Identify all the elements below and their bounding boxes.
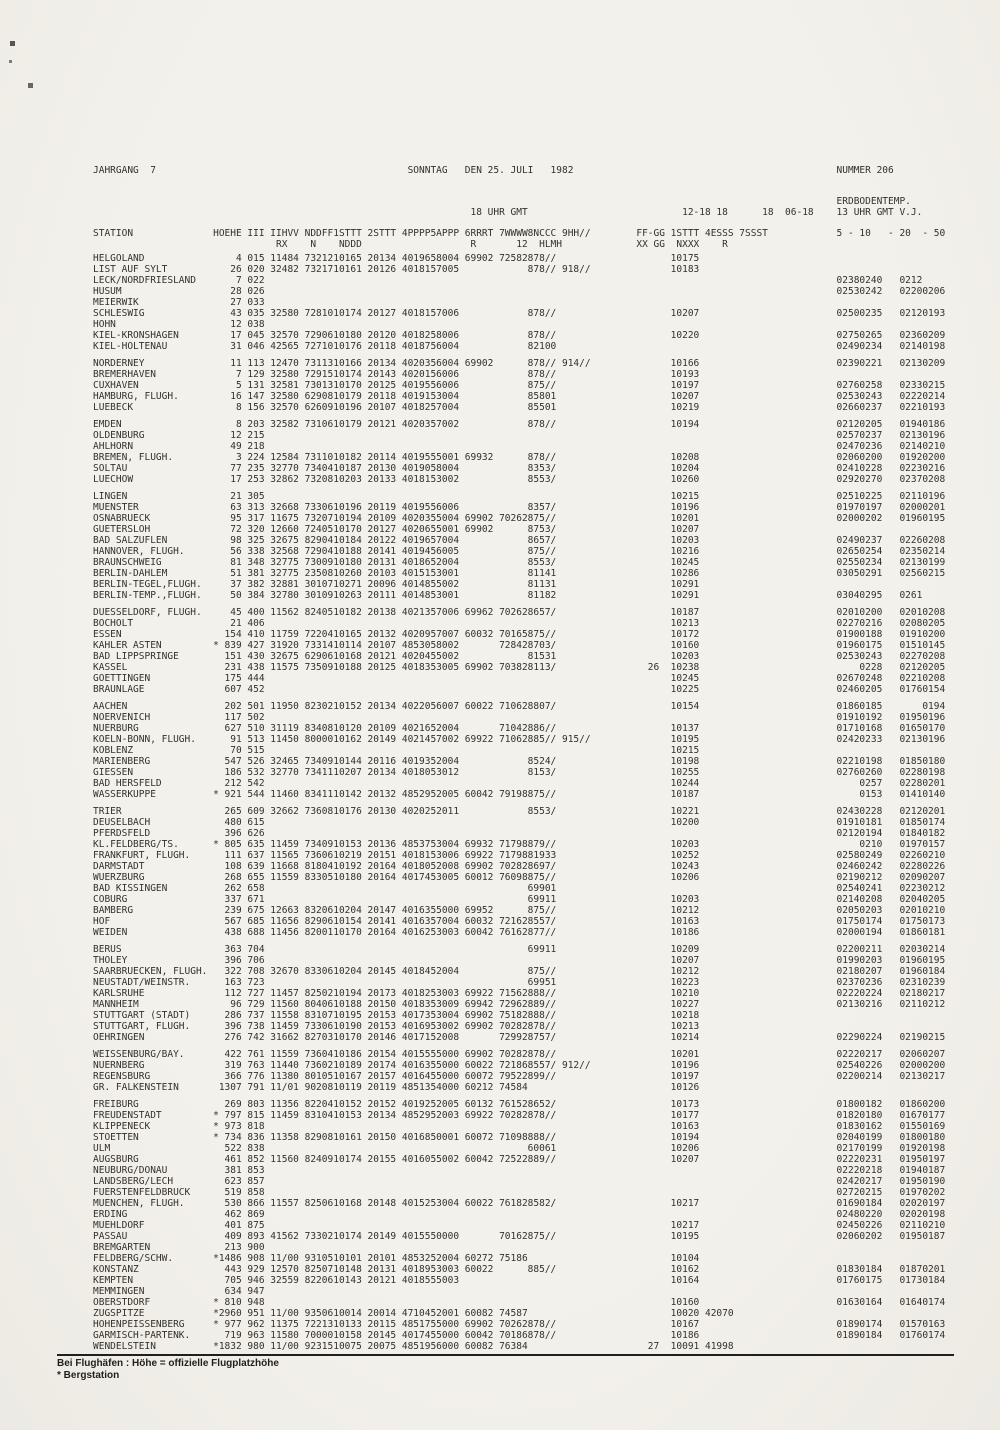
station-row: SOLTAU 77 235 32770 7340410187 20130 4019058004 8353/ 10204 02410228 02230216 (93, 463, 963, 474)
station-row: NUERBURG 627 510 31119 8340810120 20109 4021652004 71042886// 10137 01710168 01650170 (93, 723, 963, 734)
station-table (93, 253, 962, 1352)
station-row: HUSUM 28 026 02530242 02200206 (93, 286, 963, 297)
station-row: LECK/NORDFRIESLAND 7 022 02380240 0212 (93, 275, 963, 286)
station-group (93, 491, 962, 601)
time-heading: 18 UHR GMT 12-18 18 18 06-18 13 UHR GMT V.J. (93, 207, 963, 218)
station-row: FREUDENSTADT * 797 815 11459 8310410153 20134 4852952003 69922 70282878// 10177 01820180 01670177 (93, 1110, 963, 1121)
station-row: HANNOVER, FLUGH. 56 338 32568 7290410188 20141 4019456005 875// 10216 02650254 02350214 (93, 546, 963, 557)
station-row: HOF 567 685 11656 8290610154 20141 4016357004 60032 721628557/ 10163 01750174 01750173 (93, 916, 963, 927)
station-row: REGENSBURG 366 776 11380 8010510167 20157 4016455000 60072 79522899// 10197 02200214 02130217 (93, 1071, 963, 1082)
station-row: THOLEY 396 706 10207 01990203 01960195 (93, 955, 963, 966)
footer-note-airports: Bei Flughäfen : Höhe = offizielle Flugplatzhöhe (57, 1358, 279, 1369)
station-row: HOHN 12 038 (93, 319, 963, 330)
station-row: OSNABRUECK 95 317 11675 7320710194 20109 4020355004 69902 70262875// 10201 02000202 01960195 (93, 513, 963, 524)
station-row: COBURG 337 671 69911 10203 02140208 02040205 (93, 894, 963, 905)
station-row: KIEL-HOLTENAU 31 046 42565 7271010176 20118 4018756004 82100 02490234 02140198 (93, 341, 963, 352)
station-row: WEISSENBURG/BAY. 422 761 11559 7360410186 20154 4015555000 69902 70282878// 10201 02220217 02060207 (93, 1049, 963, 1060)
masthead (93, 165, 962, 250)
station-row: GR. FALKENSTEIN 1307 791 11/01 9020810119 20119 4851354000 60212 74584 10126 (93, 1082, 963, 1093)
station-row: NEUBURG/DONAU 381 853 02220218 01940187 (93, 1165, 963, 1176)
station-row: HOHENPEISSENBERG * 977 962 11375 7221310133 20115 4851755000 69902 70262878// 10167 01890174 01570163 (93, 1319, 963, 1330)
station-row: KOBLENZ 70 515 10215 (93, 745, 963, 756)
station-row: KIEL-KRONSHAGEN 17 045 32570 7290610180 20120 4018258006 878// 10220 02750265 02360209 (93, 330, 963, 341)
station-row: BRAUNLAGE 607 452 10225 02460205 01760154 (93, 684, 963, 695)
station-row: BAD LIPPSPRINGE 151 430 32675 6290610168 20121 4020455002 81531 10203 02530243 02270208 (93, 651, 963, 662)
station-row: AUGSBURG 461 852 11560 8240910174 20155 4016055002 60042 72522889// 10207 02220231 01950197 (93, 1154, 963, 1165)
station-row: KLIPPENECK * 973 818 10163 01830162 01550169 (93, 1121, 963, 1132)
station-row: KONSTANZ 443 929 12570 8250710148 20131 4018953003 60022 885// 10162 01830184 01870201 (93, 1264, 963, 1275)
footer-note-bergstation: * Bergstation (57, 1370, 120, 1381)
station-row: NORDERNEY 11 113 12470 7311310166 20134 4020356004 69902 878// 914// 10166 02390221 02130209 (93, 358, 963, 369)
station-row: OEHRINGEN 276 742 31662 8270310170 20146 4017152008 729928757/ 10214 02290224 02190215 (93, 1032, 963, 1043)
station-row: OBERSTDORF * 810 948 10160 01630164 01640174 (93, 1297, 963, 1308)
station-row: BREMGARTEN 213 900 (93, 1242, 963, 1253)
station-row: KEMPTEN 705 946 32559 8220610143 20121 4018555003 10164 01760175 01730184 (93, 1275, 963, 1286)
station-row: BAD HERSFELD 212 542 10244 0257 02280201 (93, 778, 963, 789)
report-body (93, 165, 962, 1358)
station-row: WENDELSTEIN *1832 980 11/00 9231510075 20075 4851956000 60082 76384 27 10091 41998 (93, 1341, 963, 1352)
station-row: BAD SALZUFLEN 98 325 32675 8290410184 20122 4019657004 8657/ 10203 02490237 02260208 (93, 535, 963, 546)
column-header-line-1: STATION HOEHE III IIHVV NDDFF1STTT 2STTT 4PPPP5APPP 6RRRT 7WWWW8NCCC 9HH// FF-GG 1STTT 4ESSS 7SSST 5 - 10 - 20 - 50 (93, 228, 963, 239)
station-group (93, 944, 962, 1043)
station-row: LUEBECK 8 156 32570 6260910196 20107 4018257004 85501 10219 02660237 02210193 (93, 402, 963, 413)
station-row: ULM 522 838 60061 10206 02170199 01920198 (93, 1143, 963, 1154)
station-row: WASSERKUPPE * 921 544 11460 8341110142 20132 4852952005 60042 79198875// 10187 0153 01410140 (93, 789, 963, 800)
station-row: HAMBURG, FLUGH. 16 147 32580 6290810179 20118 4019153004 85801 10207 02530243 02220214 (93, 391, 963, 402)
station-group (93, 419, 962, 485)
station-row: OLDENBURG 12 215 02570237 02130196 (93, 430, 963, 441)
station-row: DUESSELDORF, FLUGH. 45 400 11562 8240510182 20138 4021357006 69962 702628657/ 10187 02010200 02010208 (93, 607, 963, 618)
station-row: WEIDEN 438 688 11456 8200110170 20164 4016253003 60042 76162877// 10186 02000194 01860181 (93, 927, 963, 938)
station-row: DEUSELBACH 480 615 10200 01910181 01850174 (93, 817, 963, 828)
station-row: GUETERSLOH 72 320 12660 7240510170 20127 4020655001 69902 8753/ 10207 (93, 524, 963, 535)
station-row: STUTTGART, FLUGH. 396 738 11459 7330610190 20153 4016953002 69902 70282878// 10213 (93, 1021, 963, 1032)
station-row: MEIERWIK 27 033 (93, 297, 963, 308)
station-row: BERLIN-TEGEL,FLUGH. 37 382 32881 3010710271 20096 4014855002 81131 10291 (93, 579, 963, 590)
station-row: GOETTINGEN 175 444 10245 02670248 02210208 (93, 673, 963, 684)
station-row: BREMEN, FLUGH. 3 224 12584 7311010182 20114 4019555001 69932 878// 10208 02060200 01920200 (93, 452, 963, 463)
station-row: EMDEN 8 203 32582 7310610179 20121 4020357002 878// 10194 02120205 01940186 (93, 419, 963, 430)
station-group (93, 701, 962, 800)
station-row: MUENSTER 63 313 32668 7330610196 20119 4019556006 8357/ 10196 01970197 02000201 (93, 502, 963, 513)
station-row: LANDSBERG/LECH 623 857 02420217 01950190 (93, 1176, 963, 1187)
station-row: BRAUNSCHWEIG 81 348 32775 7300910180 20131 4018652004 8553/ 10245 02550234 02130199 (93, 557, 963, 568)
station-group (93, 806, 962, 938)
station-row: BAD KISSINGEN 262 658 69901 02540241 02230212 (93, 883, 963, 894)
station-row: LINGEN 21 305 10215 02510225 02110196 (93, 491, 963, 502)
station-row: BERUS 363 704 69911 10209 02200211 02030214 (93, 944, 963, 955)
column-header-line-2: RX N NDDD R 12 HLMH XX GG NXXX R (93, 239, 963, 250)
station-row: BERLIN-DAHLEM 51 381 32775 2350810260 20103 4015153001 81141 10286 03050291 02560215 (93, 568, 963, 579)
station-row: PASSAU 409 893 41562 7330210174 20149 4015550000 70162875// 10195 02060202 01950187 (93, 1231, 963, 1242)
station-group (93, 253, 962, 352)
station-row: PFERDSFELD 396 626 02120194 01840182 (93, 828, 963, 839)
station-row: ZUGSPITZE *2960 951 11/00 9350610014 20014 4710452001 60082 74587 10020 42070 (93, 1308, 963, 1319)
station-group (93, 1049, 962, 1093)
station-row: WUERZBURG 268 655 11559 8330510180 20164 4017453005 60012 76098875// 10206 02190212 02090207 (93, 872, 963, 883)
station-row: GIESSEN 186 532 32770 7341110207 20134 4018053012 8153/ 10255 02760260 02280198 (93, 767, 963, 778)
station-row: KASSEL 231 438 11575 7350910188 20125 4018353005 69902 703828113/ 26 10238 0228 02120205 (93, 662, 963, 673)
station-row: AACHEN 202 501 11950 8230210152 20134 4022056007 60022 710628807/ 10154 01860185 0194 (93, 701, 963, 712)
footer-notes (57, 1358, 279, 1382)
station-row: KOELN-BONN, FLUGH. 91 513 11450 8000010162 20149 4021457002 69922 71062885// 915// 10195 02420233 02130196 (93, 734, 963, 745)
station-row: BERLIN-TEMP.,FLUGH. 50 384 32780 3010910263 20111 4014853001 81182 10291 03040295 0261 (93, 590, 963, 601)
station-row: LIST AUF SYLT 26 020 32482 7321710161 20126 4018157005 878// 918// 10183 (93, 264, 963, 275)
station-row: HELGOLAND 4 015 11484 7321210165 20134 4019658004 69902 72582878// 10175 (93, 253, 963, 264)
station-row: MANNHEIM 96 729 11560 8040610188 20150 4018353009 69942 72962889// 10227 02130216 02110212 (93, 999, 963, 1010)
station-row: FELDBERG/SCHW. *1486 908 11/00 9310510101 20101 4853252004 60272 75186 10104 (93, 1253, 963, 1264)
station-row: MEMMINGEN 634 947 (93, 1286, 963, 1297)
scan-artifacts (0, 0, 3, 3)
station-row: FRANKFURT, FLUGH. 111 637 11565 7360610219 20151 4018153006 69922 7179881933 10252 02580249 02260210 (93, 850, 963, 861)
station-row: TRIER 265 609 32662 7360810176 20130 4020252011 8553/ 10221 02430228 02120201 (93, 806, 963, 817)
station-row: AHLHORN 49 218 02470236 02140210 (93, 441, 963, 452)
station-row: NEUSTADT/WEINSTR. 163 723 69951 10223 02370236 02310239 (93, 977, 963, 988)
station-row: STUTTGART (STADT) 286 737 11558 8310710195 20153 4017353004 69902 75182888// 10218 (93, 1010, 963, 1021)
station-row: KAHLER ASTEN * 839 427 31920 7331410114 20107 4853058002 728428703/ 10160 01960175 01510145 (93, 640, 963, 651)
station-row: STOETTEN * 734 836 11358 8290810161 20150 4016850001 60072 71098888// 10194 02040199 01800180 (93, 1132, 963, 1143)
station-row: FUERSTENFELDBRUCK 519 858 02720215 01970202 (93, 1187, 963, 1198)
soil-temp-heading: ERDBODENTEMP. (93, 196, 963, 207)
footer-rule (57, 1354, 954, 1356)
station-row: MARIENBERG 547 526 32465 7340910144 20116 4019352004 8524/ 10198 02210198 01850180 (93, 756, 963, 767)
station-group (93, 607, 962, 695)
station-row: NUERNBERG 319 763 11440 7360210189 20174 4016355000 60022 721868557/ 912// 10196 02540226 02000200 (93, 1060, 963, 1071)
station-row: LUECHOW 17 253 32862 7320810203 20133 4018153002 8553/ 10260 02920270 02370208 (93, 474, 963, 485)
station-row: ERDING 462 869 02480220 02020198 (93, 1209, 963, 1220)
station-row: FREIBURG 269 803 11356 8220410152 20152 4019252005 60132 761528652/ 10173 01800182 01860200 (93, 1099, 963, 1110)
station-row: DARMSTADT 108 639 11668 8180410192 20164 4018052008 69902 702828697/ 10243 02460242 02280226 (93, 861, 963, 872)
station-row: NOERVENICH 117 502 01910192 01950196 (93, 712, 963, 723)
station-group (93, 1099, 962, 1352)
station-row: ESSEN 154 410 11759 7220410165 20132 4020957007 60032 70165875// 10172 01900188 01910200 (93, 629, 963, 640)
station-row: SAARBRUECKEN, FLUGH. 322 708 32670 8330610204 20145 4018452004 875// 10212 02180207 01960184 (93, 966, 963, 977)
masthead-line: JAHRGANG 7 SONNTAG DEN 25. JULI 1982 NUMMER 206 (93, 165, 963, 176)
station-row: BAMBERG 239 675 12663 8320610204 20147 4016355000 69952 875// 10212 02050203 02010210 (93, 905, 963, 916)
station-row: BREMERHAVEN 7 129 32580 7291510174 20143 4020156006 878// 10193 (93, 369, 963, 380)
station-row: BOCHOLT 21 406 10213 02270216 02080205 (93, 618, 963, 629)
station-group (93, 358, 962, 413)
station-row: KL.FELDBERG/TS. * 805 635 11459 7340910153 20136 4853753004 69932 71798879// 10203 0210 01970157 (93, 839, 963, 850)
station-row: MUEHLDORF 401 875 10217 02450226 02110210 (93, 1220, 963, 1231)
station-row: CUXHAVEN 5 131 32581 7301310170 20125 4019556006 875// 10197 02760258 02330215 (93, 380, 963, 391)
station-row: KARLSRUHE 112 727 11457 8250210194 20173 4018253003 69922 71562888// 10210 02220224 02180217 (93, 988, 963, 999)
station-row: SCHLESWIG 43 035 32580 7281010174 20127 4018157006 878// 10207 02500235 02120193 (93, 308, 963, 319)
station-row: GARMISCH-PARTENK. 719 963 11580 7000010158 20145 4017455000 60042 70186878// 10186 01890184 01760174 (93, 1330, 963, 1341)
station-row: MUENCHEN, FLUGH. 530 866 11557 8250610168 20148 4015253004 60022 761828582/ 10217 01690184 02020197 (93, 1198, 963, 1209)
